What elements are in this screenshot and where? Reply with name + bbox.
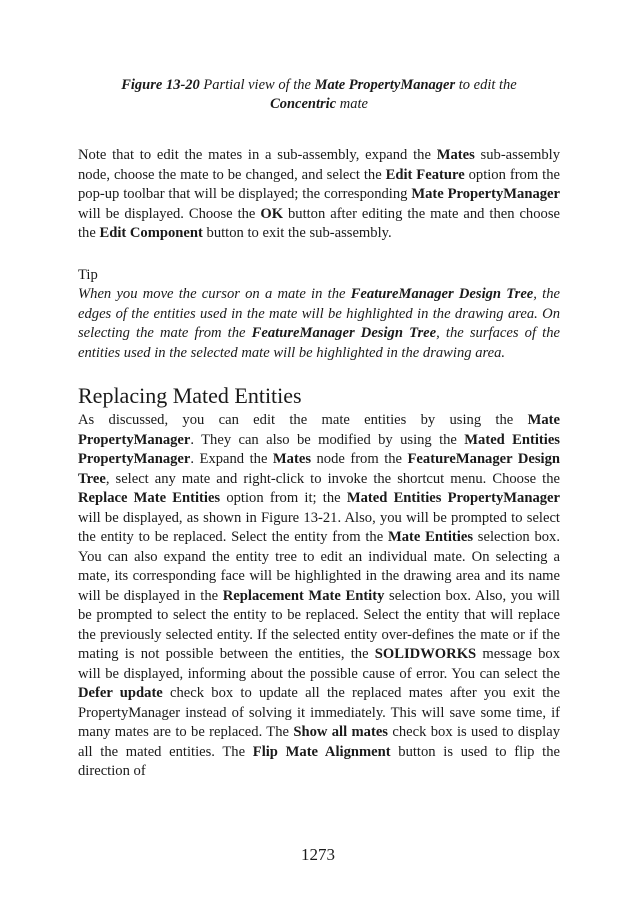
bold-term: Mate Entities [387, 529, 474, 545]
text-run: option from the pop-up toolbar that will be displayed; the corresponding [78, 166, 560, 202]
text-run: , the surfaces of the entities used in the selected mate will be highlighted in the drawing area. [78, 325, 560, 361]
bold-term: FeatureManager Design Tree [251, 325, 437, 341]
caption-bold: Mate PropertyManager [314, 77, 456, 93]
text-run: button after editing the mate and then choose the [78, 205, 560, 241]
bold-term: FeatureManager Design Tree [78, 451, 560, 487]
text-run: message box will be displayed, informing about the possible cause of error. You can select the [78, 646, 560, 682]
text-run: , select any mate and right-click to invoke the shortcut menu. Choose the [105, 470, 560, 487]
bold-term: Mated Entities PropertyManager [78, 431, 560, 467]
text-run: node from the [311, 451, 408, 467]
text-run: option from it; the [220, 490, 347, 506]
text-run: button is used to flip the direction of [78, 743, 560, 779]
bold-term: Mate PropertyManager [78, 412, 560, 448]
page-number: 1273 [301, 845, 335, 864]
text-run: , the edges of the entities used in the mate will be highlighted in the drawing area. On selecting the mate from the [78, 286, 560, 341]
bold-term: Mate PropertyManager [411, 186, 560, 202]
tip-body [78, 285, 560, 363]
text-run: As discussed, you can edit the mate entities by using the [78, 412, 528, 428]
text-run: . Expand the [190, 451, 273, 467]
bold-term: Mates [436, 147, 475, 163]
bold-term: Edit Feature [385, 166, 465, 183]
text-run: will be displayed. Choose the [78, 205, 261, 222]
page-content [78, 76, 560, 782]
caption-bold: Concentric [270, 96, 337, 112]
bold-term: Replacement Mate Entity [222, 587, 385, 604]
figure-label: Figure 13-20 [121, 77, 200, 93]
caption-text: mate [336, 96, 368, 112]
text-run: check box to update all the replaced mates after you exit the PropertyManager instead of solving it immediately. This will save some time, if many mates are to be replaced. The [78, 685, 561, 740]
caption-text: to edit the [455, 77, 517, 93]
text-run: selection box. You can also expand the entity tree to edit an individual mate. On selecting a mate, its corresponding face will be highlighted in the drawing area and its name will be displayed in the [78, 529, 560, 604]
bold-term: FeatureManager Design Tree [350, 286, 534, 302]
bold-term: Mates [272, 451, 311, 467]
text-run: will be displayed, as shown in Figure 13-21. Also, you will be prompted to select the entity to be replaced. Select the entity from the [78, 509, 560, 545]
caption-text: Partial view of the [199, 77, 315, 93]
bold-term: Defer update [78, 685, 163, 701]
bold-term: Show all mates [293, 724, 388, 740]
tip-label: Tip [78, 266, 98, 283]
paragraph-edit-submates [78, 146, 560, 244]
bold-term: SOLIDWORKS [374, 646, 477, 662]
text-run: sub-assembly node, choose the mate to be changed, and select the [78, 147, 560, 183]
text-run: When you move the cursor on a mate in the [78, 286, 351, 302]
figure-caption [78, 76, 560, 114]
bold-term: Mated Entities PropertyManager [346, 490, 560, 506]
text-run: . They can also be modified by using the [190, 431, 465, 448]
bold-term: Flip Mate Alignment [252, 743, 391, 760]
bold-term: OK [260, 205, 284, 222]
text-run: button to exit the sub-assembly. [202, 225, 392, 241]
bold-term: Edit Component [99, 225, 203, 241]
paragraph-replacing-mated-entities [78, 411, 560, 782]
bold-term: Replace Mate Entities [78, 490, 221, 506]
section-heading: Replacing Mated Entities [78, 383, 302, 408]
text-run: Note that to edit the mates in a sub-assembly, expand the [78, 147, 437, 163]
text-run: selection box. Also, you will be prompted to select the entity to be replaced. Select the entity that will replace the previously selected entity. If the selected entity over-defines the mate or if the mating is not possible between the entities, the [78, 587, 560, 662]
text-run: check box is used to display all the mated entities. The [78, 724, 560, 760]
